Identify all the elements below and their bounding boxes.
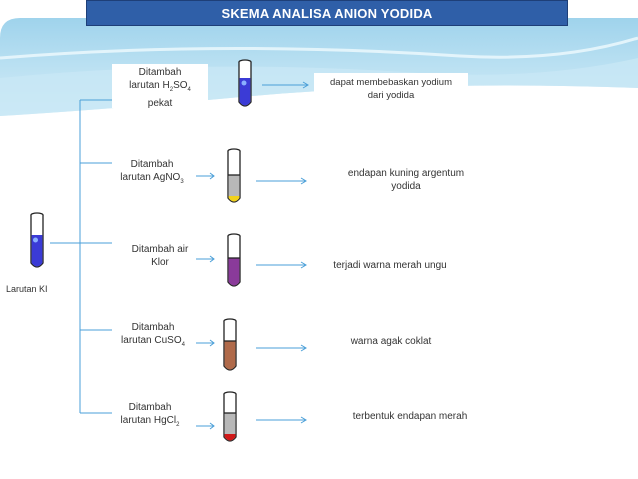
result-label-5: terbentuk endapan merah — [352, 411, 468, 422]
test-tube-klor — [228, 234, 240, 286]
result-label-1: dapat membebaskan yodium dari yodida — [330, 77, 452, 101]
result-label-4: warna agak coklat — [350, 336, 432, 347]
result-arrows — [256, 82, 308, 423]
source-label: Larutan KI — [6, 284, 48, 294]
reagent-label-5: Ditambah larutan HgCl$_2$ — [120, 402, 180, 428]
reagent-arrows — [196, 173, 214, 429]
reagent-label-1: Ditambah larutan $H_2SO_4$ pekat — [129, 67, 191, 109]
test-tube-h2so4 — [239, 60, 251, 106]
test-tube-cuso4 — [224, 319, 236, 370]
test-tube-ki — [31, 213, 43, 267]
test-tube-hgcl2 — [224, 392, 236, 441]
test-tube-agno3 — [228, 149, 240, 202]
reagent-label-3: Ditambah air Klor — [131, 244, 189, 268]
result-label-3: terjadi warna merah ungu — [333, 260, 447, 271]
reagent-label-2: Ditambah larutan AgNO$_3$ — [120, 159, 184, 185]
reagent-label-4: Ditambah larutan CuSO$_4$ — [121, 322, 185, 348]
result-label-2: endapan kuning argentum yodida — [347, 168, 465, 192]
page-title: SKEMA ANALISA ANION YODIDA — [86, 0, 568, 26]
